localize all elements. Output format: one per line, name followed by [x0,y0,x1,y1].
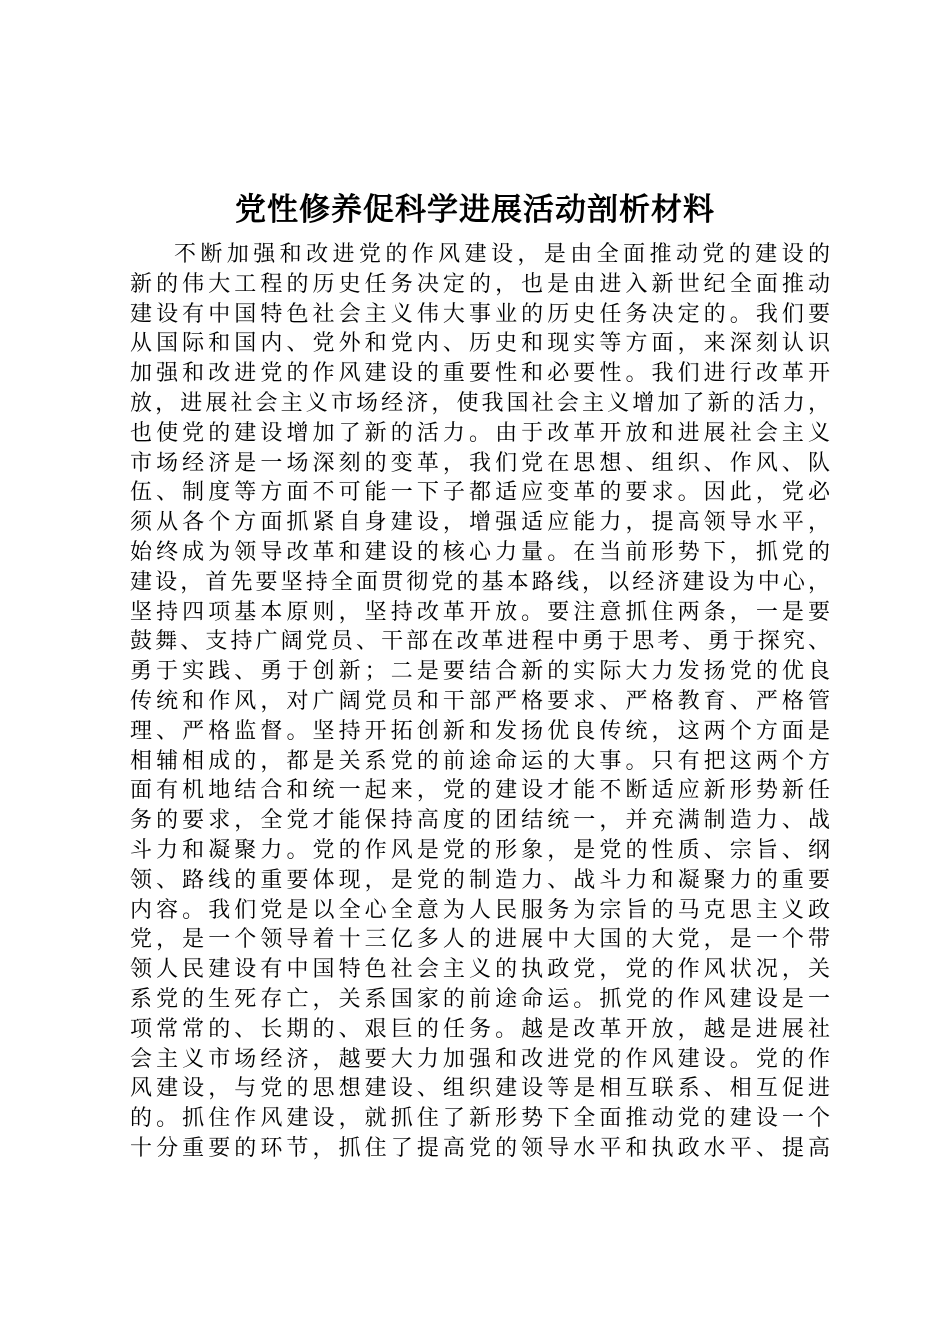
body-line: 勇于实践、勇于创新；二是要结合新的实际大力发扬党的优良 [130,659,830,685]
body-line: 也使党的建设增加了新的活力。由于改革开放和进展社会主义 [130,420,830,446]
body-line: 传统和作风，对广阔党员和干部严格要求、严格教育、严格管 [130,688,830,714]
body-line: 新的伟大工程的历史任务决定的，也是由进入新世纪全面推动 [130,271,830,297]
body-line: 建设有中国特色社会主义伟大事业的历史任务决定的。我们要 [130,301,830,327]
body-line: 伍、制度等方面不可能一下子都适应变革的要求。因此，党必 [130,480,830,506]
body-line: 面有机地结合和统一起来，党的建设才能不断适应新形势新任 [130,778,830,804]
body-line: 理、严格监督。坚持开拓创新和发扬优良传统，这两个方面是 [130,718,830,744]
body-line: 的。抓住作风建设，就抓住了新形势下全面推动党的建设一个 [130,1106,830,1132]
body-line: 建设，首先要坚持全面贯彻党的基本路线，以经济建设为中心， [130,569,830,595]
body-line: 鼓舞、支持广阔党员、干部在改革进程中勇于思考、勇于探究、 [130,629,830,655]
body-line: 加强和改进党的作风建设的重要性和必要性。我们进行改革开 [130,361,830,387]
body-line: 党，是一个领导着十三亿多人的进展中大国的大党，是一个带 [130,927,830,953]
body-line: 斗力和凝聚力。党的作风是党的形象，是党的性质、宗旨、纲 [130,837,830,863]
body-line: 务的要求，全党才能保持高度的团结统一，并充满制造力、战 [130,808,830,834]
body-line: 须从各个方面抓紧自身建设，增强适应能力，提高领导水平， [130,510,830,536]
body-line: 放，进展社会主义市场经济，使我国社会主义增加了新的活力， [130,390,830,416]
body-line: 项常常的、长期的、艰巨的任务。越是改革开放，越是进展社 [130,1016,830,1042]
body-line: 领、路线的重要体现，是党的制造力、战斗力和凝聚力的重要 [130,867,830,893]
body-line: 坚持四项基本原则，坚持改革开放。要注意抓住两条，一是要 [130,599,830,625]
body-line: 内容。我们党是以全心全意为人民服务为宗旨的马克思主义政 [130,897,830,923]
body-line: 十分重要的环节，抓住了提高党的领导水平和执政水平、提高 [130,1135,830,1161]
body-line: 市场经济是一场深刻的变革，我们党在思想、组织、作风、队 [130,450,830,476]
body-line: 系党的生死存亡，关系国家的前途命运。抓党的作风建设是一 [130,986,830,1012]
document-title: 党性修养促科学进展活动剖析材料 [235,192,715,228]
body-line: 始终成为领导改革和建设的核心力量。在当前形势下，抓党的 [130,539,830,565]
body-line: 会主义市场经济，越要大力加强和改进党的作风建设。党的作 [130,1046,830,1072]
body-line: 风建设，与党的思想建设、组织建设等是相互联系、相互促进 [130,1076,830,1102]
body-line: 不断加强和改进党的作风建设，是由全面推动党的建设的 [174,242,830,267]
document-body [130,240,830,1164]
body-line: 从国际和国内、党外和党内、历史和现实等方面，来深刻认识 [130,331,830,357]
body-line: 领人民建设有中国特色社会主义的执政党，党的作风状况，关 [130,957,830,983]
body-line: 相辅相成的，都是关系党的前途命运的大事。只有把这两个方 [130,748,830,774]
